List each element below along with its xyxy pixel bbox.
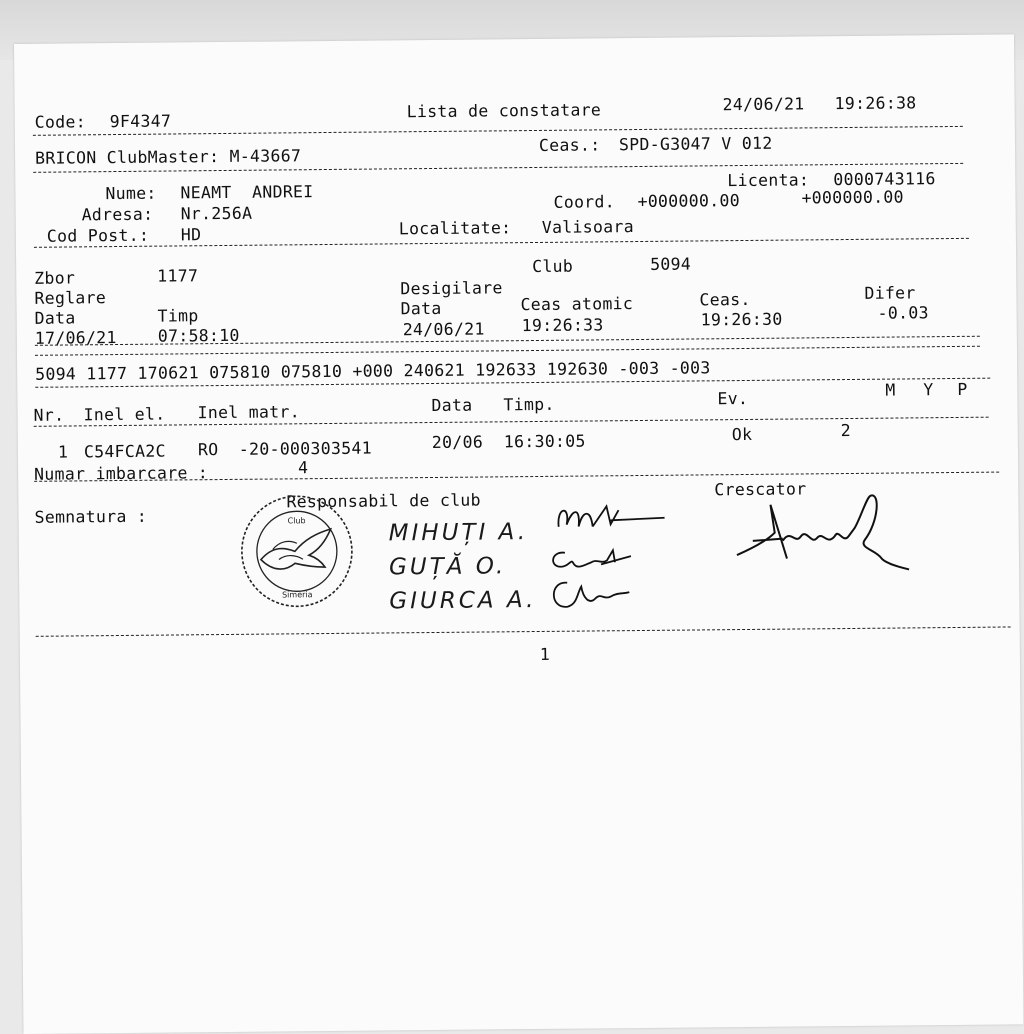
postcode-value: HD (180, 225, 202, 245)
code-value: 9F4347 (109, 111, 172, 132)
club-label: Club (532, 256, 574, 277)
coord-label: Coord. (553, 192, 616, 212)
col-data: Data (431, 395, 473, 416)
table-row-inel-el: C54FCA2C (83, 441, 166, 462)
col-nr: Nr. (33, 405, 65, 425)
desigilare-label: Desigilare (400, 278, 503, 299)
signatory-name-2: GUȚĂ O. (388, 553, 507, 581)
zbor-label: Zbor (34, 268, 76, 288)
col-p: P (957, 379, 968, 399)
header-date: 24/06/21 (722, 94, 805, 115)
code-label: Code: (34, 112, 87, 132)
locality-label: Localitate: (398, 218, 512, 239)
col-m: M (885, 380, 896, 400)
ceas-label: Ceas. (699, 289, 751, 310)
divider (36, 626, 1011, 636)
divider (34, 238, 969, 248)
document-title: Lista de constatare (406, 100, 602, 122)
col-timp: Timp. (503, 394, 555, 415)
table-row-data: 20/06 (431, 432, 484, 453)
clubmaster-id: BRICON ClubMaster: M-43667 (35, 146, 302, 168)
name-label: Nume: (105, 183, 157, 204)
coord-1: +000000.00 (637, 191, 740, 212)
page-number: 1 (539, 644, 551, 664)
divider (33, 126, 963, 136)
reglare-time: 07:58:10 (157, 325, 240, 346)
signature-giurca (541, 574, 651, 615)
club-stamp (238, 493, 355, 610)
document-page (14, 34, 1023, 1034)
address-label: Adresa: (81, 204, 154, 225)
stamp-city-text: Simeria (282, 590, 313, 600)
signature-mihuti (548, 496, 668, 537)
crescator-label: Crescator (714, 479, 807, 500)
header-time: 19:26:38 (834, 93, 917, 114)
encoded-record-line: 5094 1177 170621 075810 075810 +000 240621 192633 192630 -003 -003 (35, 358, 711, 384)
col-inel-el: Inel el. (83, 404, 166, 425)
signatory-name-3: GIURCA A. (389, 587, 537, 615)
clock-id: SPD-G3047 V 012 (618, 133, 773, 155)
licence-value: 0000743116 (833, 169, 936, 190)
owner-name: NEAMT ANDREI (180, 182, 314, 203)
col-inel-matr: Inel matr. (197, 402, 300, 423)
difer-label: Difer (864, 283, 916, 303)
signature-crescator (730, 487, 911, 579)
ceas-atomic-label: Ceas atomic (520, 294, 634, 315)
clock-label: Ceas.: (538, 135, 601, 155)
reglare-label: Reglare (34, 288, 107, 308)
divider (35, 346, 980, 356)
address-value: Nr.256A (180, 203, 253, 224)
stamp-club-text: Club (287, 516, 306, 526)
licence-label: Licenta: (727, 170, 810, 191)
coord-2: +000000.00 (801, 187, 904, 208)
ceas-time: 19:26:30 (700, 309, 783, 330)
table-row-ev: Ok (731, 424, 753, 445)
club-value: 5094 (650, 254, 692, 274)
responsabil-label: Responsabil de club (286, 490, 481, 512)
table-row-y: 2 (840, 420, 852, 441)
locality-value: Valisoara (541, 217, 634, 237)
imbarcare-label: Numar imbarcare : (34, 463, 209, 484)
reglare-date: 17/06/21 (34, 328, 117, 348)
atomic-time: 19:26:33 (521, 315, 604, 336)
zbor-value: 1177 (157, 266, 199, 286)
data-label: Data (34, 308, 76, 328)
semnatura-label: Semnatura : (34, 506, 148, 527)
signatory-name-1: MIHUȚI A. (388, 519, 529, 547)
col-ev: Ev. (717, 388, 749, 409)
col-y: Y (923, 380, 934, 400)
imbarcare-value: 4 (297, 458, 309, 478)
table-row-timp: 16:30:05 (503, 431, 586, 452)
difer-value: -0.03 (877, 303, 929, 323)
table-row-inel-matr: RO -20-000303541 (197, 438, 372, 460)
desigilare-data-label: Data (400, 298, 442, 319)
table-row-nr: 1 (57, 442, 69, 462)
postcode-label: Cod Post.: (46, 225, 150, 246)
desigilare-date: 24/06/21 (402, 319, 485, 340)
timp-label: Timp (157, 306, 199, 326)
